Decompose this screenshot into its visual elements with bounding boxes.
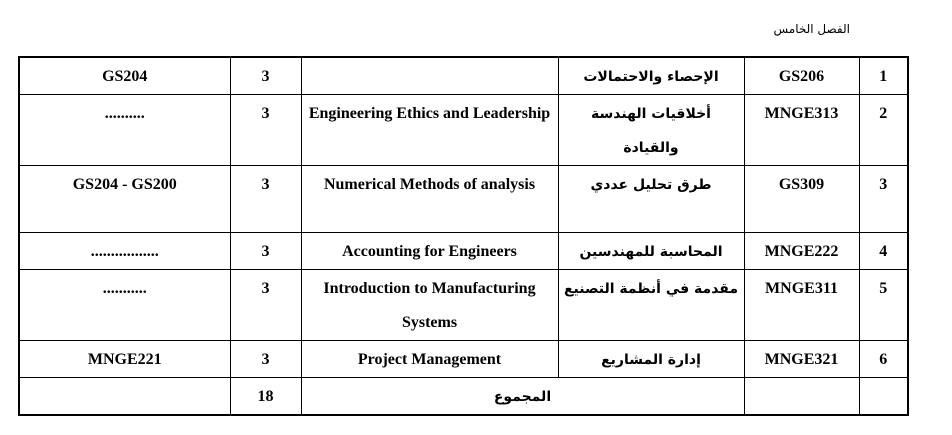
course-name-ar-cell: المحاسبة للمهندسين (558, 233, 744, 270)
prerequisite-cell: .......... (19, 95, 230, 166)
course-code-cell: MNGE222 (744, 233, 859, 270)
course-name-en-cell: Accounting for Engineers (301, 233, 558, 270)
credits-cell: 3 (230, 233, 301, 270)
total-credits-cell: 18 (230, 378, 301, 416)
row-number-cell: 1 (859, 57, 908, 95)
table-row (19, 233, 908, 270)
credits-cell: 3 (230, 166, 301, 233)
row-number-cell: 3 (859, 166, 908, 233)
course-code-cell: GS309 (744, 166, 859, 233)
credits-cell: 3 (230, 270, 301, 341)
course-name-ar-cell: مقدمة في أنظمة التصنيع (558, 270, 744, 341)
table-row (19, 57, 908, 95)
prerequisite-cell: ........... (19, 270, 230, 341)
course-name-en-cell (301, 57, 558, 95)
row-number-cell: 2 (859, 95, 908, 166)
course-name-ar-cell: طرق تحليل عددي (558, 166, 744, 233)
course-name-en-cell: Engineering Ethics and Leadership (301, 95, 558, 166)
course-code-cell: MNGE311 (744, 270, 859, 341)
course-code-cell: MNGE321 (744, 341, 859, 378)
prerequisite-cell: GS204 (19, 57, 230, 95)
prerequisite-cell: ................. (19, 233, 230, 270)
total-row (19, 378, 908, 416)
credits-cell: 3 (230, 341, 301, 378)
course-code-cell: MNGE313 (744, 95, 859, 166)
table-row (19, 166, 908, 233)
prerequisite-cell: GS204 - GS200 (19, 166, 230, 233)
table-row (19, 341, 908, 378)
row-number-cell: 4 (859, 233, 908, 270)
semester-title: الفصل الخامس (773, 22, 850, 36)
courses-table (18, 56, 909, 416)
row-number-cell: 6 (859, 341, 908, 378)
course-name-en-cell: Project Management (301, 341, 558, 378)
total-label-cell: المجموع (301, 378, 744, 416)
empty-cell (19, 378, 230, 416)
course-name-ar-cell: أخلاقيات الهندسة والقيادة (558, 95, 744, 166)
course-code-cell: GS206 (744, 57, 859, 95)
credits-cell: 3 (230, 95, 301, 166)
course-name-en-cell: Introduction to Manufacturing Systems (301, 270, 558, 341)
empty-cell (859, 378, 908, 416)
row-number-cell: 5 (859, 270, 908, 341)
course-name-en-cell: Numerical Methods of analysis (301, 166, 558, 233)
empty-cell (744, 378, 859, 416)
course-name-ar-cell: الإحصاء والاحتمالات (558, 57, 744, 95)
table-row (19, 270, 908, 341)
course-name-ar-cell: إدارة المشاريع (558, 341, 744, 378)
prerequisite-cell: MNGE221 (19, 341, 230, 378)
table-row (19, 95, 908, 166)
credits-cell: 3 (230, 57, 301, 95)
